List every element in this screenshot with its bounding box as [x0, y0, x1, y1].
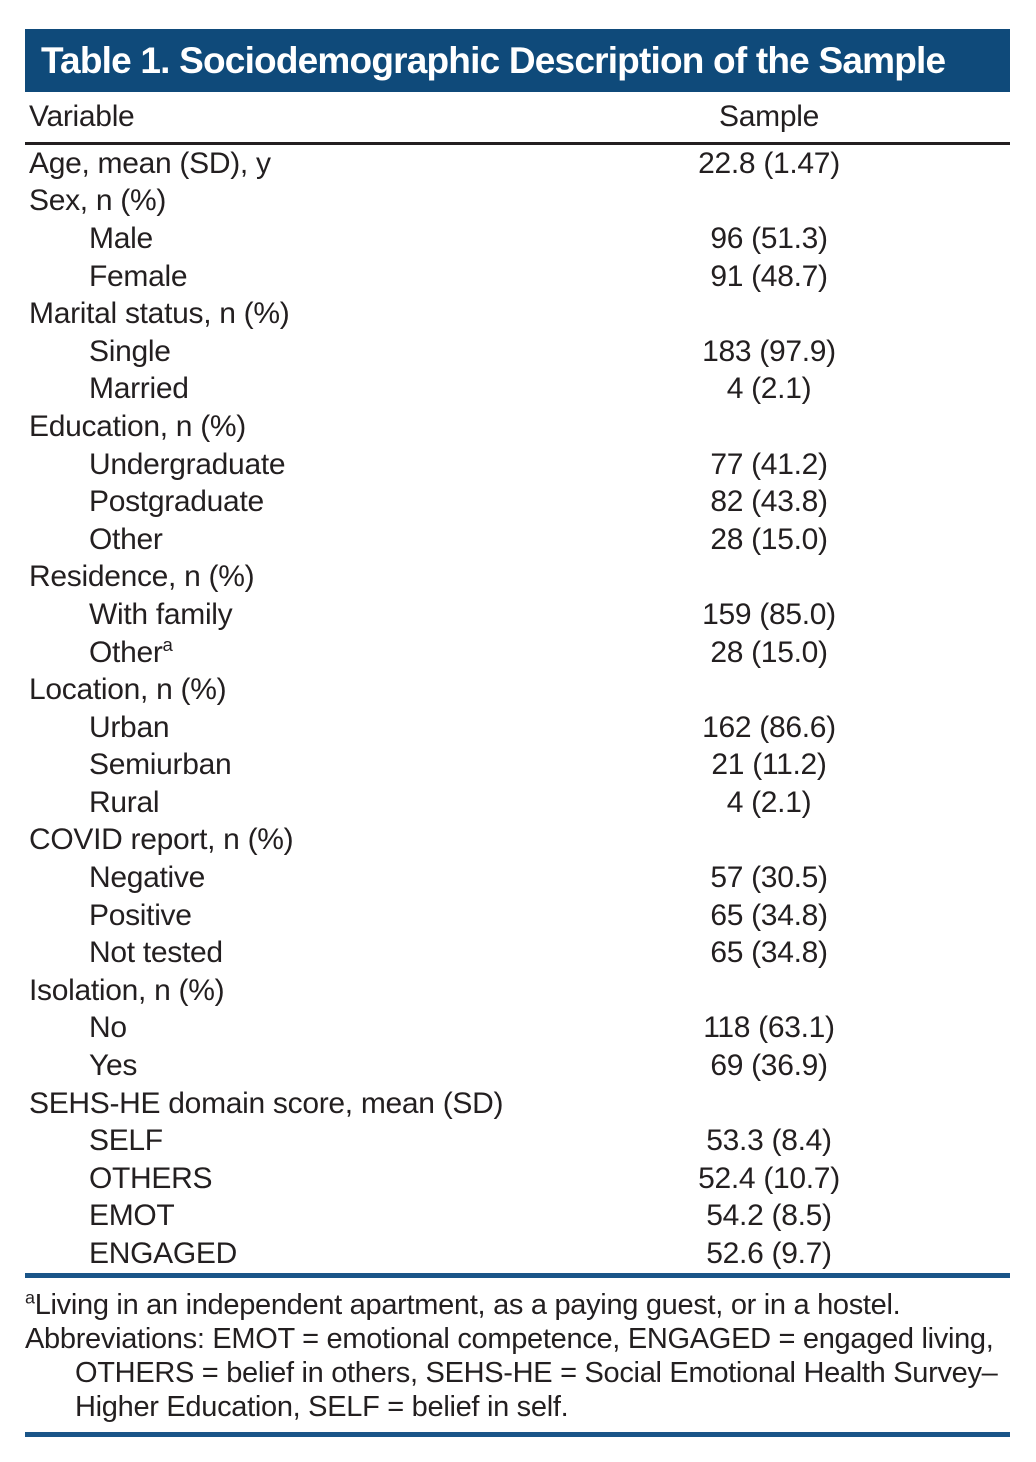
table-title-bar [25, 29, 1010, 92]
row-value: 69 (36.9) [710, 1049, 828, 1083]
row-label: Female [89, 259, 188, 293]
row-value: 22.8 (1.47) [698, 146, 840, 180]
row-label: Age, mean (SD), y [29, 146, 271, 180]
table-row [25, 258, 1010, 296]
row-label: SEHS-HE domain score, mean (SD) [29, 1086, 504, 1120]
row-label: With family [89, 597, 233, 631]
footnote-abbreviations: Abbreviations: EMOT = emotional competence, ENGAGED = engaged living, OTHERS = belief in others, SEHS-HE = Social Emotional Health Survey–Higher Education, SELF = belief in self. [25, 1322, 998, 1423]
table-row [25, 897, 1010, 935]
table-body [25, 145, 1010, 1273]
row-label: Positive [89, 898, 192, 932]
row-label: Married [89, 372, 189, 406]
table-row [25, 1010, 1010, 1048]
table-row [25, 671, 1010, 709]
row-value: 52.6 (9.7) [706, 1237, 832, 1271]
table-row [25, 822, 1010, 860]
row-value: 57 (30.5) [710, 861, 828, 895]
row-value: 159 (85.0) [702, 597, 836, 631]
row-label: Location, n (%) [29, 673, 227, 707]
table-row [25, 145, 1010, 183]
table-row [25, 1160, 1010, 1198]
row-label: SELF [89, 1124, 163, 1158]
row-label: Sex, n (%) [29, 184, 167, 218]
table-row [25, 220, 1010, 258]
row-label: Semiurban [89, 748, 232, 782]
row-value: 54.2 (8.5) [706, 1199, 832, 1233]
row-label: No [89, 1011, 127, 1045]
table-row [25, 972, 1010, 1010]
row-label: ENGAGED [89, 1237, 237, 1271]
table-row [25, 1085, 1010, 1123]
row-label: Other$^a$ [89, 633, 173, 669]
row-label: Residence, n (%) [29, 560, 255, 594]
footnote-a-marker: a [25, 1287, 35, 1308]
table-row [25, 1047, 1010, 1085]
row-value: 65 (34.8) [710, 936, 828, 970]
row-label: Other [89, 522, 163, 556]
row-value: 28 (15.0) [710, 522, 828, 556]
row-value: 162 (86.6) [702, 710, 836, 744]
table-row [25, 1198, 1010, 1236]
table-row [25, 521, 1010, 559]
row-label: OTHERS [89, 1161, 213, 1195]
table-row [25, 859, 1010, 897]
footnote-a [25, 1288, 1010, 1322]
row-label: Rural [89, 785, 160, 819]
row-value: 65 (34.8) [710, 898, 828, 932]
row-value: 52.4 (10.7) [698, 1161, 840, 1195]
table-row [25, 596, 1010, 634]
row-value: 82 (43.8) [710, 485, 828, 519]
row-label: Postgraduate [89, 485, 264, 519]
row-value: 53.3 (8.4) [706, 1124, 832, 1158]
row-label: EMOT [89, 1199, 175, 1233]
table-row [25, 183, 1010, 221]
table-row [25, 446, 1010, 484]
column-header-variable: Variable [29, 100, 135, 133]
row-value: 28 (15.0) [710, 635, 828, 669]
table-content [25, 92, 1010, 1437]
row-label: Yes [89, 1049, 138, 1083]
table-row [25, 483, 1010, 521]
table-row [25, 1122, 1010, 1160]
table-row [25, 634, 1010, 672]
table-row [25, 784, 1010, 822]
table-row [25, 1235, 1010, 1273]
row-label: Marital status, n (%) [29, 297, 290, 331]
row-label: Education, n (%) [29, 409, 246, 443]
row-label: Male [89, 221, 153, 255]
row-label: Isolation, n (%) [29, 973, 225, 1007]
table-row [25, 333, 1010, 371]
row-value: 77 (41.2) [710, 447, 828, 481]
footnotes [25, 1278, 1010, 1432]
row-value: 96 (51.3) [710, 221, 828, 255]
table-row [25, 408, 1010, 446]
row-value: 183 (97.9) [702, 334, 836, 368]
row-value: 118 (63.1) [703, 1011, 835, 1045]
row-value: 4 (2.1) [726, 785, 812, 819]
table-row [25, 747, 1010, 785]
figure-bottom-rule [25, 1432, 1010, 1437]
column-header-sample: Sample [719, 100, 819, 133]
table-row [25, 934, 1010, 972]
table-row [25, 559, 1010, 597]
row-value: 91 (48.7) [710, 259, 828, 293]
row-label: Single [89, 334, 171, 368]
footnote-a-text: Living in an independent apartment, as a paying guest, or in a hostel. [34, 1288, 901, 1321]
table-row [25, 709, 1010, 747]
row-value: 21 (11.2) [711, 748, 827, 782]
row-label: COVID report, n (%) [29, 823, 294, 857]
row-label: Not tested [89, 936, 223, 970]
row-label: Undergraduate [89, 447, 286, 481]
table-title: Table 1. Sociodemographic Description of the Sample [41, 39, 946, 81]
row-label: Negative [89, 861, 206, 895]
column-header-row [25, 92, 1010, 142]
row-value: 4 (2.1) [726, 372, 812, 406]
table-row [25, 371, 1010, 409]
table-row [25, 295, 1010, 333]
row-label: Urban [89, 710, 170, 744]
